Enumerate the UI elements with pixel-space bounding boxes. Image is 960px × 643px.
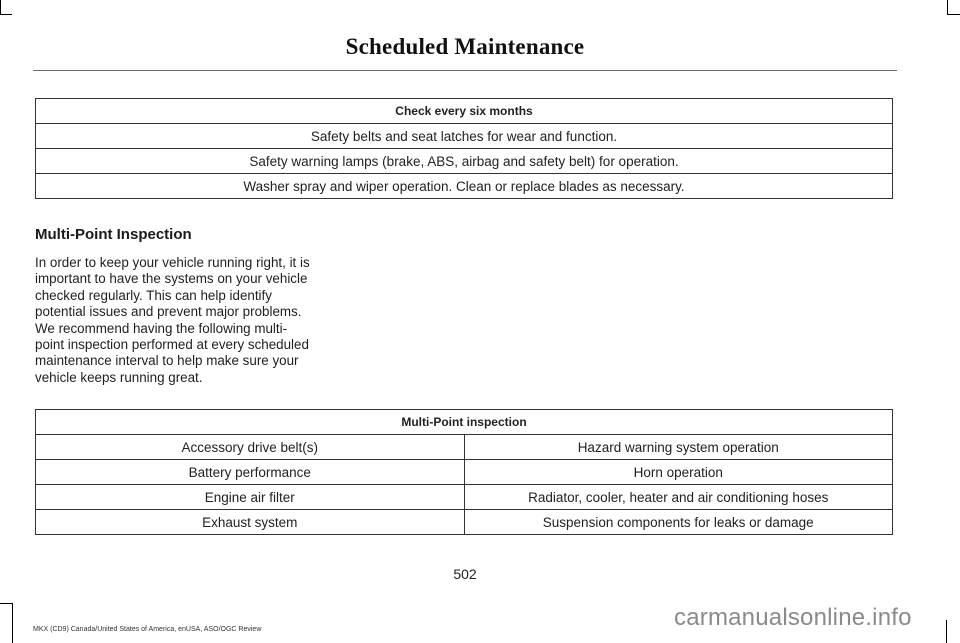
- crop-mark-bottom-right-vertical: [946, 620, 947, 643]
- table-cell: Safety warning lamps (brake, ABS, airbag and safety belt) for operation.: [36, 149, 893, 174]
- crop-mark-top-right-vertical: [947, 0, 948, 14]
- six-month-check-table: [35, 98, 893, 199]
- table-cell: Hazard warning system operation: [464, 435, 893, 460]
- crop-mark-top-left-horizontal: [0, 14, 12, 15]
- table-row: [36, 124, 893, 149]
- table-cell: Safety belts and seat latches for wear and function.: [36, 124, 893, 149]
- table-cell: Accessory drive belt(s): [36, 435, 465, 460]
- multi-point-inspection-table: [35, 409, 893, 535]
- page-title: Scheduled Maintenance: [345, 34, 585, 59]
- table-row: [36, 460, 893, 485]
- table-cell: Engine air filter: [36, 485, 465, 510]
- crop-mark-bottom-left-horizontal: [0, 603, 12, 604]
- table-cell: Suspension components for leaks or damage: [464, 510, 893, 535]
- crop-mark-top-left-vertical: [0, 0, 1, 14]
- watermark-text: carmanualsonline.info: [674, 604, 912, 631]
- crop-mark-top-right-horizontal: [947, 14, 960, 15]
- table-row: [36, 485, 893, 510]
- table-cell: Horn operation: [464, 460, 893, 485]
- title-divider: [33, 70, 897, 71]
- table-header-row: [36, 410, 893, 435]
- table-row: [36, 149, 893, 174]
- table-header-row: [36, 99, 893, 124]
- section-heading: Multi-Point Inspection: [35, 226, 192, 243]
- table-cell: Battery performance: [36, 460, 465, 485]
- body-paragraph: In order to keep your vehicle running right, it is important to have the systems on your vehicle checked regularly. This can help identify potential issues and prevent major problems. We recommend having the following multi-point inspection performed at every scheduled maintenance interval to help make sure your vehicle keeps running great.: [35, 255, 310, 385]
- table-cell: Exhaust system: [36, 510, 465, 535]
- table-cell: Radiator, cooler, heater and air conditioning hoses: [464, 485, 893, 510]
- table-row: [36, 174, 893, 199]
- table-row: [36, 435, 893, 460]
- page-number: 502: [453, 566, 477, 582]
- crop-mark-bottom-left-vertical: [12, 603, 13, 643]
- table-header-cell: Multi-Point inspection: [36, 410, 893, 435]
- table-cell: Washer spray and wiper operation. Clean or replace blades as necessary.: [36, 174, 893, 199]
- table-header-cell: Check every six months: [36, 99, 893, 124]
- table-row: [36, 510, 893, 535]
- footer-doc-id: MKX (CD9) Canada/United States of America, enUSA, ASO/OGC Review: [33, 626, 262, 633]
